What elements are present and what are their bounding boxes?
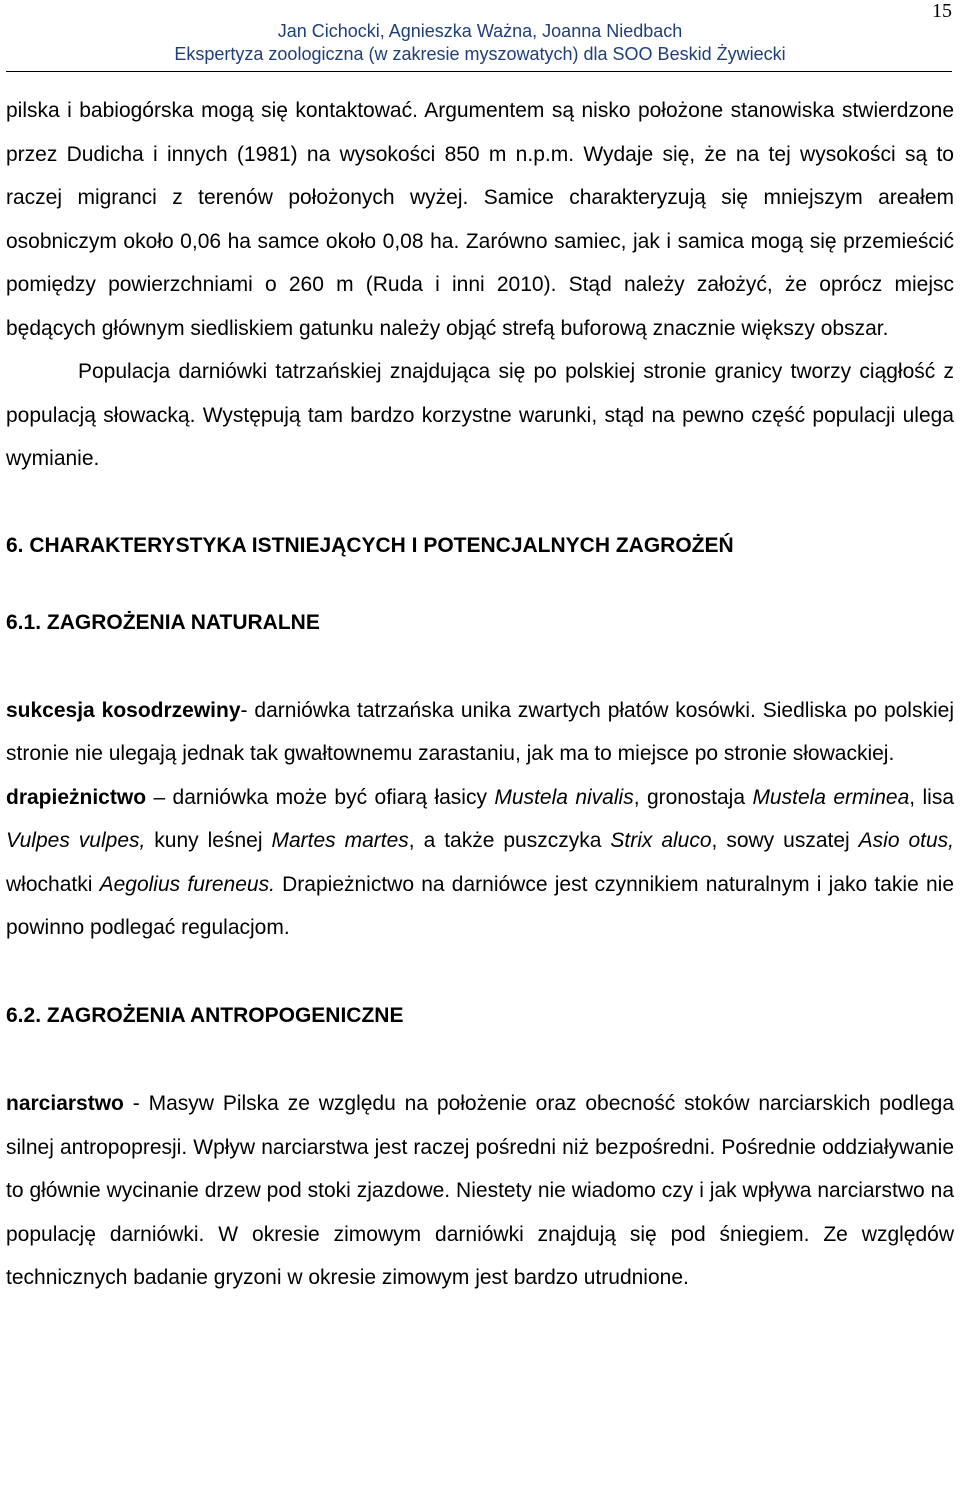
species-name: Vulpes vulpes, bbox=[6, 829, 146, 852]
text-run: – darniówka może być ofiarą łasicy bbox=[146, 785, 495, 809]
paragraph-continuation: pilska i babiogórska mogą się kontaktować. Argumentem są nisko położone stanowiska stwierdzone przez Dudicha i innych (1981) na wysokości 850 m n.p.m. Wydaje się, że na tej wysokości są to raczej migranci z terenów położonych wyżej. Samice charakteryzują się mniejszym areałem osobniczym około 0,06 ha samce około 0,08 ha. Zarówno samiec, jak i samica mogą się przemieścić pomiędzy powierzchniami o 260 m (Ruda i inni 2010). Stąd należy założyć, że oprócz miejsc będących głównym siedliskiem gatunku należy objąć strefą buforową znacznie większy obszar. bbox=[6, 99, 954, 340]
threat-term: drapieżnictwo bbox=[6, 785, 147, 809]
header-title: Ekspertyza zoologiczna (w zakresie myszowatych) dla SOO Beskid Żywiecki bbox=[174, 44, 786, 64]
species-name: Asio otus, bbox=[858, 829, 954, 852]
threat-skiing bbox=[6, 1082, 954, 1300]
header-rule bbox=[6, 71, 952, 72]
text-run: , sowy uszatej bbox=[711, 829, 859, 852]
section-heading-6-1: 6.1. ZAGROŻENIA NATURALNE bbox=[6, 611, 320, 634]
species-name: Aegolius fureneus. bbox=[99, 872, 275, 896]
threat-text: - darniówka tatrzańska unika zwartych płatów kosówki. Siedliska po polskiej stronie nie ulegają jednak tak gwałtownemu zarastaniu, jak ma to miejsce po stronie słowackiej. bbox=[6, 698, 954, 765]
document-body bbox=[6, 89, 954, 1300]
threat-succession bbox=[6, 689, 954, 776]
species-name: Mustela erminea bbox=[752, 785, 910, 809]
threat-text: - Masyw Pilska ze względu na położenie oraz obecność stoków narciarskich podlega silnej antropopresji. Wpływ narciarstwa jest raczej pośredni niż bezpośredni. Pośrednie oddziaływanie to głównie wycinanie drzew pod stoki zjazdowe. Niestety nie wiadomo czy i jak wpływa narciarstwo na populację darniówki. W okresie zimowym darniówki znajdują się pod śniegiem. Ze względów technicznych badanie gryzoni w okresie zimowym jest bardzo utrudnione. bbox=[6, 1092, 954, 1289]
species-name: Martes martes bbox=[271, 829, 409, 852]
threat-term: narciarstwo bbox=[6, 1092, 124, 1115]
section-heading-6: 6. CHARAKTERYSTYKA ISTNIEJĄCYCH I POTENCJALNYCH ZAGROŻEŃ bbox=[6, 533, 734, 557]
text-run: , gronostaja bbox=[633, 785, 753, 809]
running-header bbox=[0, 20, 960, 66]
text-run: , lisa bbox=[909, 785, 955, 809]
header-authors: Jan Cichocki, Agnieszka Ważna, Joanna Niedbach bbox=[277, 21, 683, 41]
page-number: 15 bbox=[932, 0, 952, 22]
paragraph-population: Populacja darniówki tatrzańskiej znajdująca się po polskiej stronie granicy tworzy ciągłość z populacją słowacką. Występują tam bardzo korzystne warunki, stąd na pewno część populacji ulega wymianie. bbox=[6, 360, 954, 470]
threat-predation bbox=[6, 776, 954, 950]
text-run: kuny leśnej bbox=[145, 829, 272, 852]
text-run: włochatki bbox=[6, 872, 100, 896]
species-name: Mustela nivalis bbox=[494, 785, 634, 809]
text-run: , a także puszczyka bbox=[408, 829, 611, 852]
threat-term: sukcesja kosodrzewiny bbox=[6, 698, 241, 722]
text-run: Drapieżnictwo na darniówce jest czynnikiem naturalnym i jako takie nie powinno podlegać regulacjom. bbox=[6, 872, 955, 939]
section-heading-6-2: 6.2. ZAGROŻENIA ANTROPOGENICZNE bbox=[6, 1003, 404, 1027]
species-name: Strix aluco bbox=[610, 829, 712, 852]
